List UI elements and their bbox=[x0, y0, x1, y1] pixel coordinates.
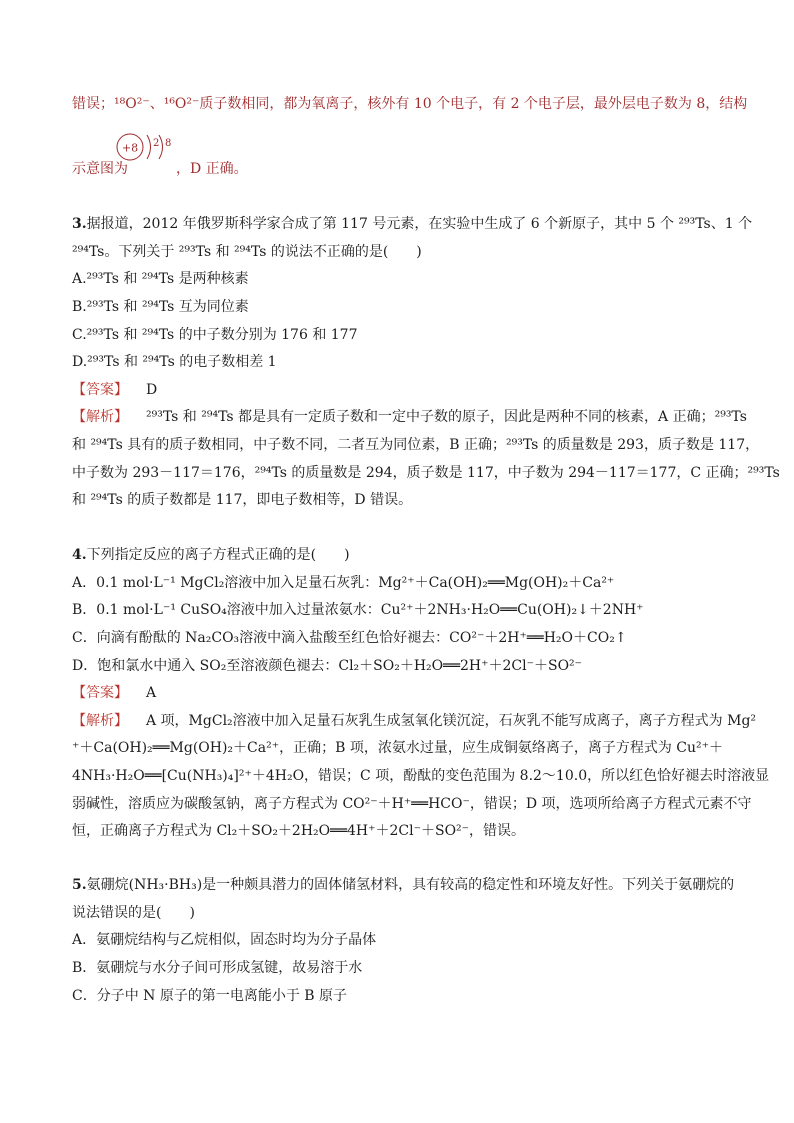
answer-label: 【答案】 bbox=[72, 685, 128, 702]
option-b: B.²⁹³Ts 和 ²⁹⁴Ts 互为同位素 bbox=[72, 298, 249, 315]
option-c: C.²⁹³Ts 和 ²⁹⁴Ts 的中子数分别为 176 和 177 bbox=[72, 326, 358, 343]
answer-value: D bbox=[146, 381, 158, 398]
question-4 bbox=[72, 542, 770, 846]
answer-label: 【答案】 bbox=[72, 381, 128, 398]
question-stem bbox=[72, 872, 735, 900]
analysis-line: 和 ²⁹⁴Ts 具有的质子数相同，中子数不同，二者互为同位素，B 正确；²⁹³Ts 的质量数是 293，质子数是 117， bbox=[72, 437, 760, 454]
analysis-line: 4NH₃·H₂O══[Cu(NH₃)₄]²⁺＋4H₂O，错误；C 项，酚酞的变色范围为 8.2～10.0，所以红色恰好褪去时溶液显 bbox=[72, 768, 770, 785]
question-stem-text: 下列指定反应的离子方程式正确的是( ) bbox=[86, 547, 350, 563]
analysis-line bbox=[72, 404, 747, 432]
option-b: B．氨硼烷与水分子间可形成氢键，故易溶于水 bbox=[72, 959, 363, 976]
question-stem bbox=[72, 211, 753, 239]
nucleus-charge: +8 bbox=[121, 141, 139, 155]
shell-electron-count: 2 bbox=[153, 138, 160, 149]
option-a: A．0.1 mol·L⁻¹ MgCl₂溶液中加入足量石灰乳：Mg²⁺＋Ca(OH)₂══Mg(OH)₂＋Ca²⁺ bbox=[72, 574, 615, 591]
question-stem-text: 据报道，2012 年俄罗斯科学家合成了第 117 号元素，在实验中生成了 6 个新原子，其中 5 个 ²⁹³Ts、1 个 bbox=[86, 216, 753, 232]
option-b: B．0.1 mol·L⁻¹ CuSO₄溶液中加入过量浓氨水：Cu²⁺＋2NH₃·H₂O══Cu(OH)₂↓＋2NH⁺ bbox=[72, 602, 644, 619]
previous-analysis-line: 错误；¹⁸O²⁻、¹⁶O²⁻质子数相同，都为氧离子，核外有 10 个电子，有 2 个电子层，最外层电子数为 8，结构 bbox=[72, 96, 748, 112]
question-stem-text: 氨硼烷(NH₃·BH₃)是一种颇具潜力的固体储氢材料，具有较高的稳定性和环境友好性。下列关于氨硼烷的 bbox=[86, 877, 735, 893]
analysis-line: 和 ²⁹⁴Ts 的质子数都是 117，即电子数相等，D 错误。 bbox=[72, 492, 413, 509]
previous-analysis-end bbox=[72, 156, 732, 184]
previous-analysis-line bbox=[72, 156, 732, 184]
question-3 bbox=[72, 211, 780, 515]
diagram-lead-text: 示意图为 bbox=[72, 161, 128, 177]
answer-line bbox=[72, 377, 732, 405]
option-a: A．氨硼烷结构与乙烷相似，固态时均为分子晶体 bbox=[72, 932, 377, 949]
analysis-line bbox=[72, 708, 757, 736]
option-d: D.²⁹³Ts 和 ²⁹⁴Ts 的电子数相差 1 bbox=[72, 354, 277, 371]
answer-value: A bbox=[146, 685, 157, 702]
question-number: 5. bbox=[72, 877, 87, 893]
diagram-trail-text: ，D 正确。 bbox=[176, 161, 248, 177]
analysis-text: A 项，MgCl₂溶液中加入足量石灰乳生成氢氧化镁沉淀，石灰乳不能写成离子，离子方程式为 Mg² bbox=[146, 712, 757, 729]
previous-analysis bbox=[72, 91, 748, 119]
analysis-line: 中子数为 293－117＝176，²⁹⁴Ts 的质量数是 294，质子数是 117，中子数为 294－117＝177，C 正确；²⁹³Ts bbox=[72, 464, 780, 481]
analysis-label: 【解析】 bbox=[72, 409, 128, 426]
question-stem: ²⁹⁴Ts。下列关于 ²⁹³Ts 和 ²⁹⁴Ts 的说法不正确的是( ) bbox=[72, 243, 422, 260]
option-d: D．饱和氯水中通入 SO₂至溶液颜色褪去：Cl₂＋SO₂＋H₂O══2H⁺＋2Cl⁻＋SO²⁻ bbox=[72, 657, 583, 674]
question-5 bbox=[72, 872, 735, 1010]
option-c: C．向滴有酚酞的 Na₂CO₃溶液中滴入盐酸至红色恰好褪去：CO²⁻＋2H⁺══H₂O＋CO₂↑ bbox=[72, 629, 627, 646]
question-number: 4. bbox=[72, 547, 87, 563]
answer-line bbox=[72, 680, 732, 708]
shell-electron-count: 8 bbox=[165, 138, 172, 149]
analysis-line: 恒，正确离子方程式为 Cl₂＋SO₂＋2H₂O══4H⁺＋2Cl⁻＋SO²⁻，错误。 bbox=[72, 823, 526, 840]
question-stem bbox=[72, 542, 732, 570]
analysis-label: 【解析】 bbox=[72, 712, 128, 729]
option-a: A.²⁹³Ts 和 ²⁹⁴Ts 是两种核素 bbox=[72, 271, 249, 288]
analysis-line: ⁺＋Ca(OH)₂══Mg(OH)₂＋Ca²⁺，正确；B 项，浓氨水过量，应生成铜氨络离子，离子方程式为 Cu²⁺＋ bbox=[72, 740, 724, 757]
question-stem: 说法错误的是( ) bbox=[72, 904, 195, 921]
analysis-text: ²⁹³Ts 和 ²⁹⁴Ts 都是具有一定质子数和一定中子数的原子，因此是两种不同的核素，A 正确；²⁹³Ts bbox=[146, 409, 747, 426]
analysis-line: 弱碱性，溶质应为碳酸氢钠，离子方程式为 CO²⁻＋H⁺══HCO⁻，错误；D 项，选项所给离子方程式元素不守 bbox=[72, 795, 752, 812]
option-c: C．分子中 N 原子的第一电离能小于 B 原子 bbox=[72, 987, 348, 1004]
question-number: 3. bbox=[72, 216, 87, 232]
